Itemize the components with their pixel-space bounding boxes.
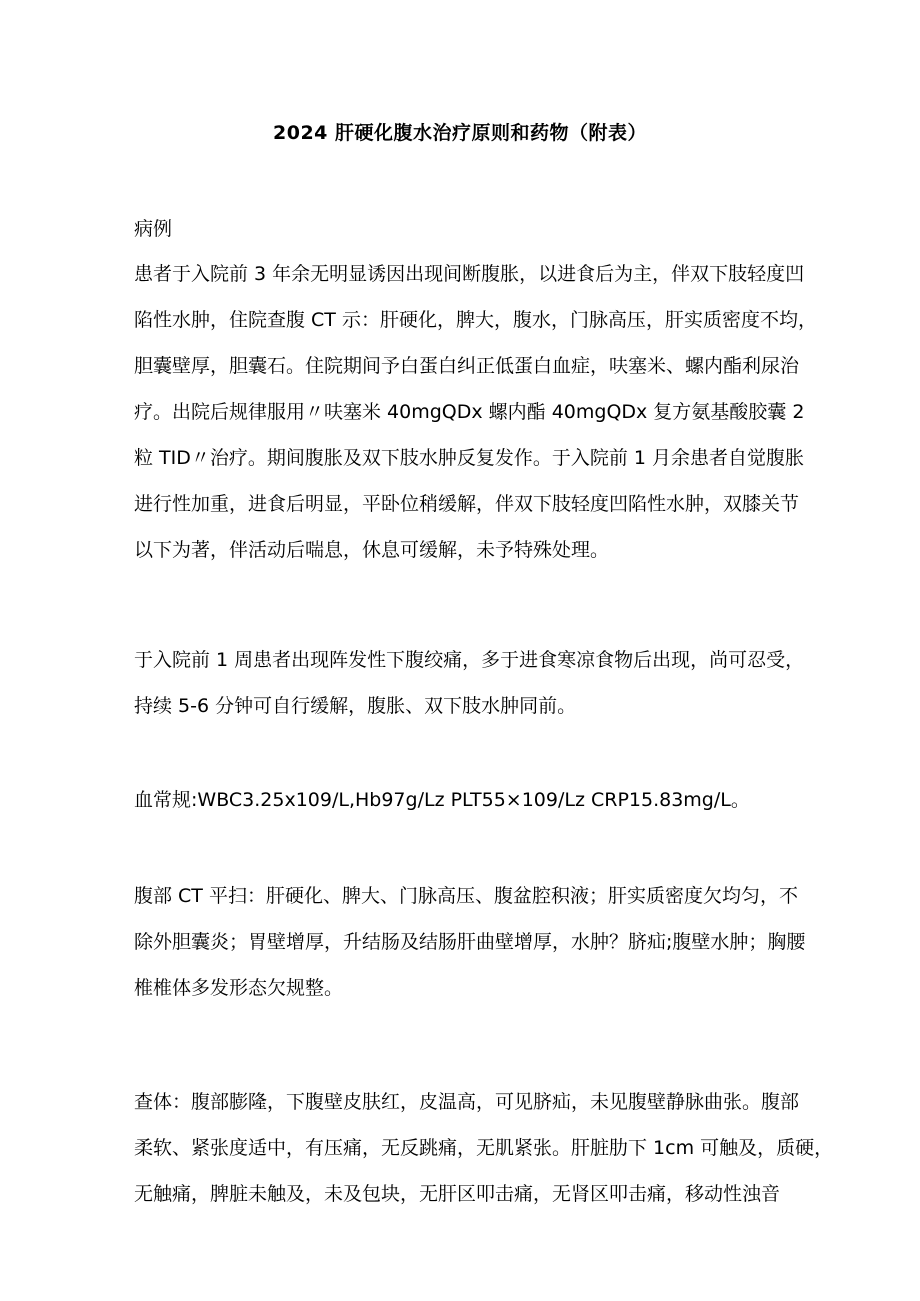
paragraph-recent-symptoms [134, 648, 805, 740]
text-line: 血常规:WBC3.25x109/L,Hb97g∕Lz PLT55×109∕Lz CRP15.83mg∕L。 [134, 789, 750, 811]
text-line: 粒 TID〃治疗。期间腹胀及双下肢水肿反复发作。于入院前 1 月余患者自觉腹胀 [134, 447, 805, 469]
paragraph-history [134, 262, 817, 584]
text-line: 患者于入院前 3 年余无明显诱因出现间断腹胀，以进食后为主，伴双下肢轻度凹 [134, 263, 805, 285]
text-line: 陷性水肿，住院查腹 CT 示：肝硬化，脾大，腹水，门脉高压，肝实质密度不均， [134, 309, 817, 331]
section-label-case: 病例 [134, 218, 173, 240]
text-line: 疗。出院后规律服用〃呋塞米 40mgQDx 螺内酯 40mgQDx 复方氨基酸胶囊 2 [134, 401, 805, 423]
text-line: 于入院前 1 周患者出现阵发性下腹绞痛，多于进食寒凉食物后出现，尚可忍受， [134, 649, 805, 671]
text-line: 椎椎体多发形态欠规整。 [134, 977, 344, 999]
document-title: 2024 肝硬化腹水治疗原则和药物（附表） [273, 122, 647, 144]
text-line: 持续 5-6 分钟可自行缓解，腹胀、双下肢水肿同前。 [134, 695, 577, 717]
text-line: 以下为著，伴活动后喘息，休息可缓解，未予特殊处理。 [134, 539, 610, 561]
text-line: 查体：腹部膨隆，下腹壁皮肤红，皮温高，可见脐疝，未见腹壁静脉曲张。腹部 [134, 1091, 800, 1113]
text-line: 腹部 CT 平扫：肝硬化、脾大、门脉高压、腹盆腔积液；肝实质密度欠均匀，不 [134, 885, 798, 907]
text-line: 柔软、紧张度适中，有压痛，无反跳痛，无肌紧张。肝脏肋下 1cm 可触及，质硬， [134, 1137, 834, 1159]
text-line: 胆囊壁厚，胆囊石。住院期间予白蛋白纠正低蛋白血症，呋塞米、螺内酯利尿治 [134, 355, 800, 377]
paragraph-ct-scan [134, 884, 806, 1022]
text-line: 进行性加重，进食后明显，平卧位稍缓解，伴双下肢轻度凹陷性水肿，双膝关节 [134, 493, 800, 515]
paragraph-physical-exam [134, 1090, 834, 1228]
paragraph-blood-routine [134, 788, 794, 834]
text-line: 除外胆囊炎；胃壁增厚，升结肠及结肠肝曲壁增厚，水肿？脐疝;腹壁水肿；胸腰 [134, 931, 806, 953]
text-line: 无触痛，脾脏未触及，未及包块，无肝区叩击痛，无肾区叩击痛，移动性浊音 [134, 1183, 781, 1205]
